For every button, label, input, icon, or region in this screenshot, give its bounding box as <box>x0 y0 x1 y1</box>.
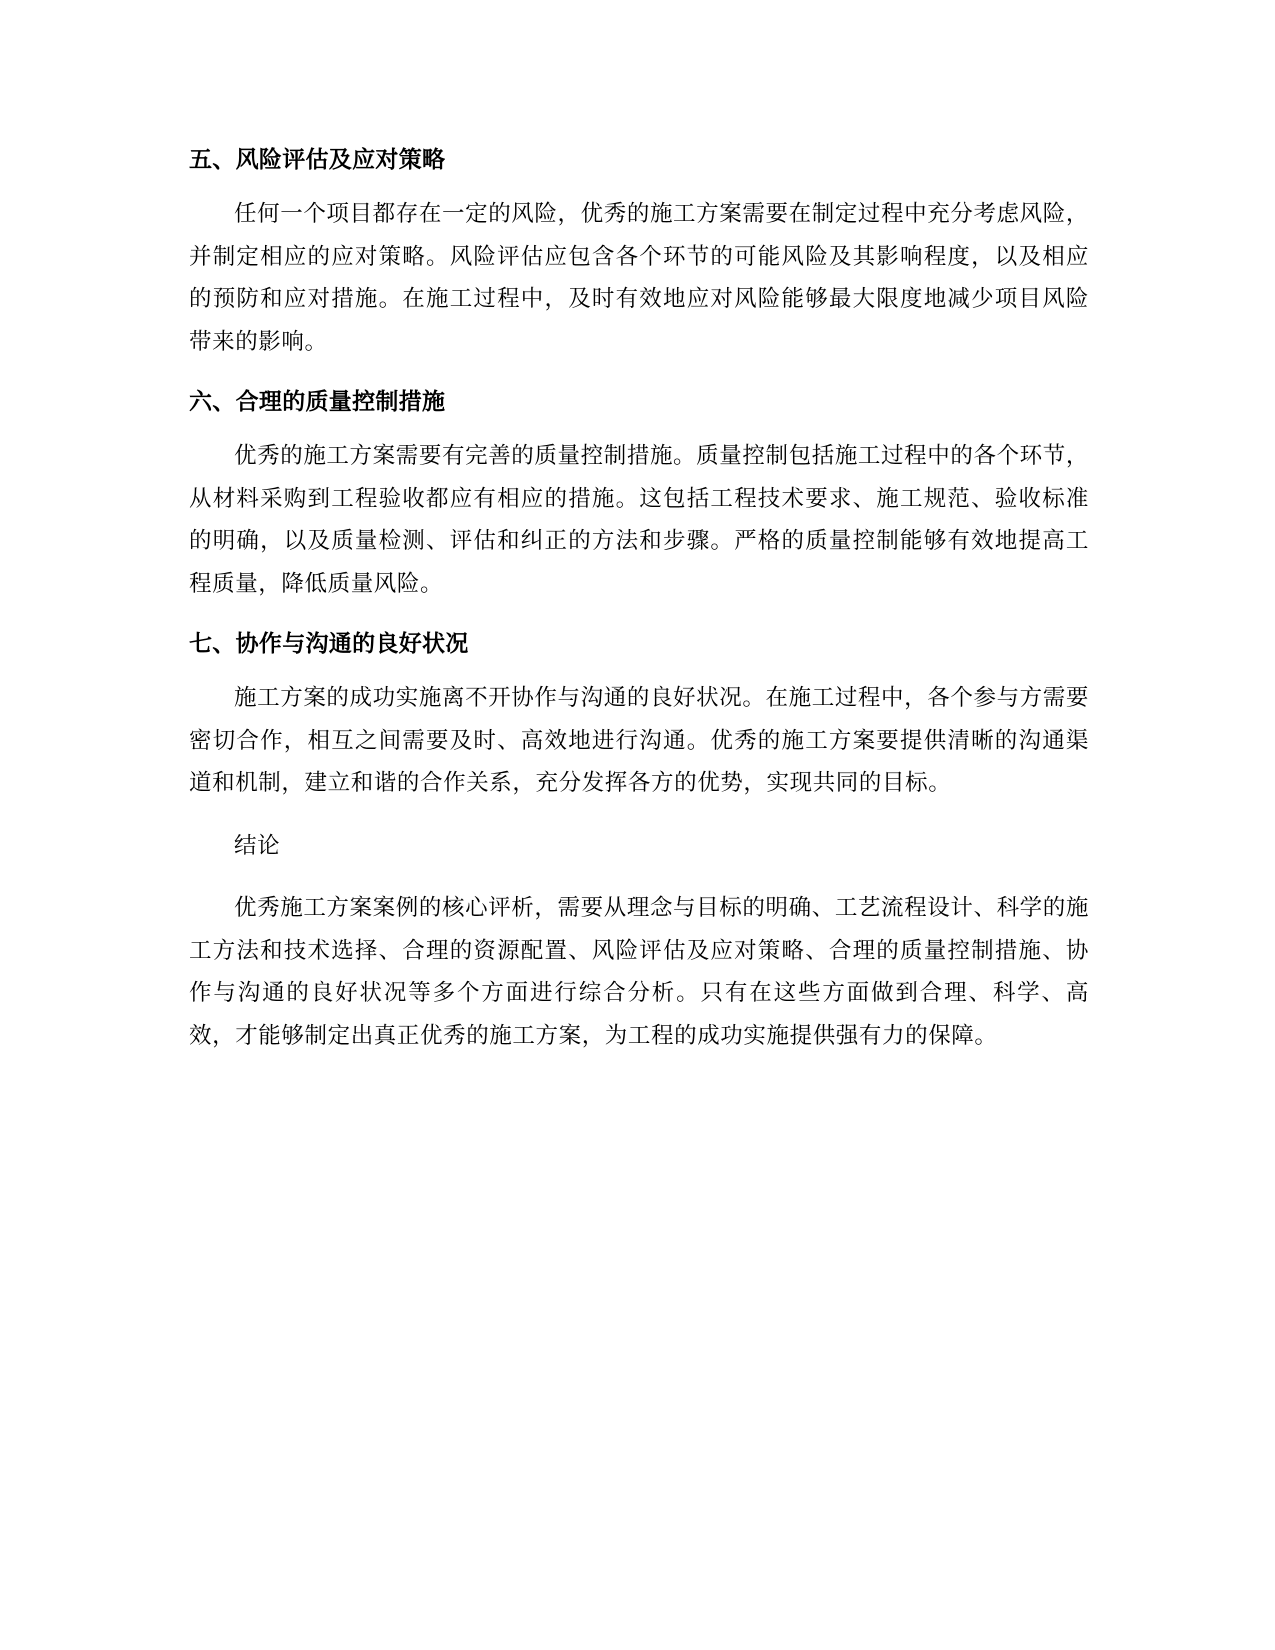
section-heading-collaboration: 七、协作与沟通的良好状况 <box>189 631 469 657</box>
section-body-quality: 优秀的施工方案需要有完善的质量控制措施。质量控制包括施工过程中的各个环节，从材料采购到工程验收都应有相应的措施。这包括工程技术要求、施工规范、验收标准的明确，以及质量检测、评估和纠正的方法和步骤。严格的质量控制能够有效地提高工程质量，降低质量风险。 <box>189 443 1089 597</box>
conclusion-body: 优秀施工方案案例的核心评析，需要从理念与目标的明确、工艺流程设计、科学的施工方法和技术选择、合理的资源配置、风险评估及应对策略、合理的质量控制措施、协作与沟通的良好状况等多个方面进行综合分析。只有在这些方面做到合理、科学、高效，才能够制定出真正优秀的施工方案，为工程的成功实施提供强有力的保障。 <box>189 895 1089 1049</box>
document-content <box>189 143 1089 1057</box>
conclusion-label: 结论 <box>234 832 281 859</box>
section-body-collaboration: 施工方案的成功实施离不开协作与沟通的良好状况。在施工过程中，各个参与方需要密切合作，相互之间需要及时、高效地进行沟通。优秀的施工方案要提供清晰的沟通渠道和机制，建立和谐的合作关系，充分发挥各方的优势，实现共同的目标。 <box>189 685 1089 796</box>
section-heading-risk: 五、风险评估及应对策略 <box>189 147 446 173</box>
section-heading-quality: 六、合理的质量控制措施 <box>189 389 446 415</box>
section-body-risk: 任何一个项目都存在一定的风险，优秀的施工方案需要在制定过程中充分考虑风险，并制定相应的应对策略。风险评估应包含各个环节的可能风险及其影响程度，以及相应的预防和应对措施。在施工过程中，及时有效地应对风险能够最大限度地减少项目风险带来的影响。 <box>189 201 1089 355</box>
